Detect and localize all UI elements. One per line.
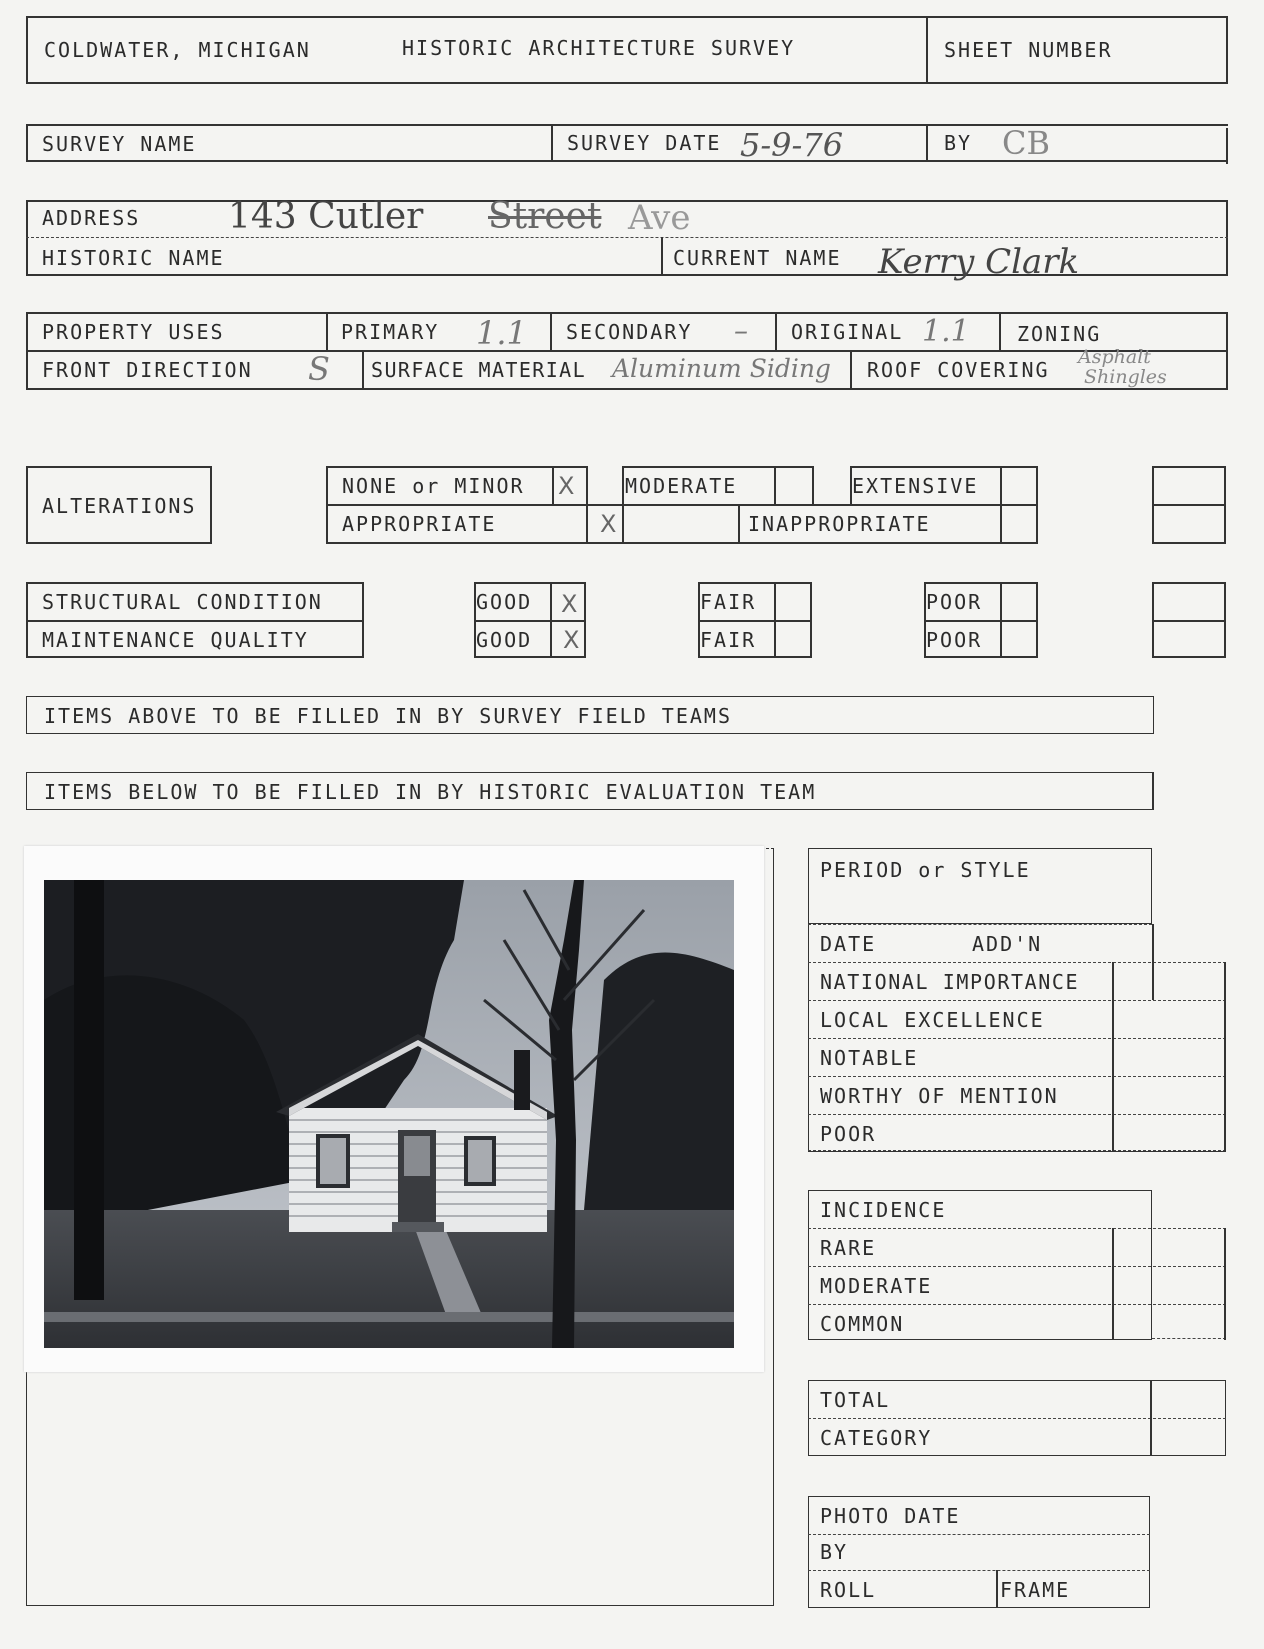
property-col-3 (775, 312, 777, 350)
original-value: 1.1 (922, 314, 970, 349)
photo-by-label: BY (820, 1540, 849, 1564)
structural-condition-label: STRUCTURAL CONDITION (42, 590, 323, 614)
notable-label: NOTABLE (820, 1046, 919, 1070)
header-title: HISTORIC ARCHITECTURE SURVEY (402, 36, 796, 60)
primary-value: 1.1 (476, 314, 527, 352)
eval-col-c (1224, 962, 1226, 1152)
structural-good-label: GOOD (476, 590, 533, 614)
address-value-tail: Ave (628, 198, 691, 238)
property-col-1 (326, 312, 328, 350)
historic-name-label: HISTORIC NAME (42, 246, 225, 270)
alterations-top-3 (850, 466, 1038, 468)
moderate-label: MODERATE (625, 474, 738, 498)
total-label: TOTAL (820, 1388, 891, 1412)
survey-divider-2 (926, 124, 928, 162)
alt-col-h (1000, 466, 1002, 544)
primary-label: PRIMARY (341, 320, 440, 344)
address-divider (26, 237, 1228, 238)
note-below-right (1152, 772, 1154, 810)
appropriate-label: APPROPRIATE (342, 512, 497, 536)
inc-col-a (1112, 1228, 1114, 1340)
fair-col (774, 582, 776, 658)
property-col-6 (850, 350, 852, 390)
inc-line-3 (808, 1304, 1226, 1305)
surveyed-by-value: CB (1002, 124, 1050, 162)
photo-date-label: PHOTO DATE (820, 1504, 961, 1528)
period-style-label: PERIOD or STYLE (820, 858, 1031, 882)
totals-col (1150, 1380, 1152, 1456)
roof-covering-label: ROOF COVERING (867, 358, 1050, 382)
eval-line-0 (808, 924, 1152, 925)
alt-col-b (586, 466, 588, 544)
common-label: COMMON (820, 1312, 905, 1336)
header-divider (926, 16, 928, 84)
alt-col-c (622, 466, 624, 544)
addn-label: ADD'N (972, 932, 1043, 956)
rare-label: RARE (820, 1236, 877, 1260)
survey-name-label: SURVEY NAME (42, 132, 197, 156)
survey-date-value: 5-9-76 (740, 126, 844, 164)
property-col-4 (999, 312, 1001, 350)
date-label: DATE (820, 932, 877, 956)
property-col-2 (550, 312, 552, 350)
maintenance-quality-label: MAINTENANCE QUALITY (42, 628, 309, 652)
structural-good-mark: X (561, 590, 578, 618)
address-value: 143 Cutler (228, 196, 424, 237)
property-col-5 (362, 350, 364, 390)
survey-right-edge (1226, 128, 1228, 164)
alterations-top-1 (326, 466, 586, 468)
inc-line-1 (808, 1228, 1226, 1229)
current-name-value: Kerry Clark (878, 242, 1080, 282)
maintenance-good-mark: X (563, 626, 580, 654)
category-label: CATEGORY (820, 1426, 933, 1450)
eval-line-2 (808, 1000, 1226, 1001)
alt-col-d (774, 466, 776, 504)
eval-line-6 (808, 1150, 1226, 1151)
address-label: ADDRESS (42, 206, 141, 230)
house-photo (44, 880, 734, 1348)
none-minor-label: NONE or MINOR (342, 474, 525, 498)
alterations-side-mid (1152, 504, 1226, 506)
eval-line-4 (808, 1076, 1226, 1077)
eval-line-1 (808, 962, 1226, 963)
current-name-label: CURRENT NAME (673, 246, 842, 270)
roof-covering-value-2: Shingles (1084, 366, 1167, 388)
note-above: ITEMS ABOVE TO BE FILLED IN BY SURVEY FIELD TEAMS (44, 704, 733, 728)
header-city: COLDWATER, MICHIGAN (44, 38, 311, 62)
survey-date-label: SURVEY DATE (567, 131, 722, 155)
current-name-divider (661, 237, 663, 276)
appropriate-mark: X (600, 510, 617, 538)
condition-label-mid (26, 620, 364, 622)
roof-covering-value-1: Asphalt (1078, 346, 1151, 368)
good-mid (474, 620, 586, 622)
poor-col (1000, 582, 1002, 658)
surface-material-label: SURFACE MATERIAL (371, 358, 587, 382)
photo-info-line-1 (808, 1534, 1150, 1535)
inappropriate-label: INAPPROPRIATE (748, 512, 931, 536)
property-divider (26, 350, 1228, 352)
surface-material-value: Aluminum Siding (612, 354, 831, 383)
secondary-value: – (734, 314, 748, 347)
surveyed-by-label: BY (944, 131, 973, 155)
extensive-label: EXTENSIVE (852, 474, 979, 498)
good-col (550, 582, 552, 658)
inc-col-b (1224, 1228, 1226, 1340)
maintenance-fair-label: FAIR (700, 628, 757, 652)
alterations-top-2 (622, 466, 812, 468)
eval-line-5 (808, 1114, 1226, 1115)
totals-mid (808, 1418, 1226, 1419)
zoning-label: ZONING (1017, 322, 1102, 346)
alt-col-a (552, 466, 554, 504)
maintenance-poor-label: POOR (926, 628, 983, 652)
structural-fair-label: FAIR (700, 590, 757, 614)
address-struck-word: Street (488, 196, 602, 237)
none-minor-mark: X (558, 472, 575, 500)
structural-poor-label: POOR (926, 590, 983, 614)
front-direction-label: FRONT DIRECTION (42, 358, 253, 382)
national-importance-label: NATIONAL IMPORTANCE (820, 970, 1080, 994)
maintenance-good-label: GOOD (476, 628, 533, 652)
eval-col-a (1112, 962, 1114, 1152)
alt-col-g (738, 504, 740, 544)
front-direction-value: S (308, 350, 330, 388)
condition-side-mid (1152, 620, 1226, 622)
inc-line-4 (1152, 1338, 1226, 1339)
incidence-label: INCIDENCE (820, 1198, 947, 1222)
evaluation-poor-label: POOR (820, 1122, 877, 1146)
alterations-mid (326, 504, 1038, 506)
inc-line-2 (808, 1266, 1226, 1267)
local-excellence-label: LOCAL EXCELLENCE (820, 1008, 1045, 1032)
poor-mid (924, 620, 1038, 622)
property-uses-label: PROPERTY USES (42, 320, 225, 344)
original-label: ORIGINAL (791, 320, 904, 344)
eval-col-b (1152, 924, 1154, 1000)
secondary-label: SECONDARY (566, 320, 693, 344)
worthy-of-mention-label: WORTHY OF MENTION (820, 1084, 1059, 1108)
incidence-moderate-label: MODERATE (820, 1274, 933, 1298)
alt-col-e (812, 466, 814, 504)
survey-divider-1 (551, 124, 553, 162)
sheet-number-label: SHEET NUMBER (944, 38, 1113, 62)
note-below: ITEMS BELOW TO BE FILLED IN BY HISTORIC EVALUATION TEAM (44, 780, 817, 804)
roll-label: ROLL (820, 1578, 877, 1602)
eval-line-3 (808, 1038, 1226, 1039)
fair-mid (698, 620, 812, 622)
photo-info-line-2 (808, 1570, 1150, 1571)
alterations-label: ALTERATIONS (42, 494, 197, 518)
photo-info-col (996, 1570, 998, 1608)
frame-label: FRAME (1000, 1578, 1071, 1602)
